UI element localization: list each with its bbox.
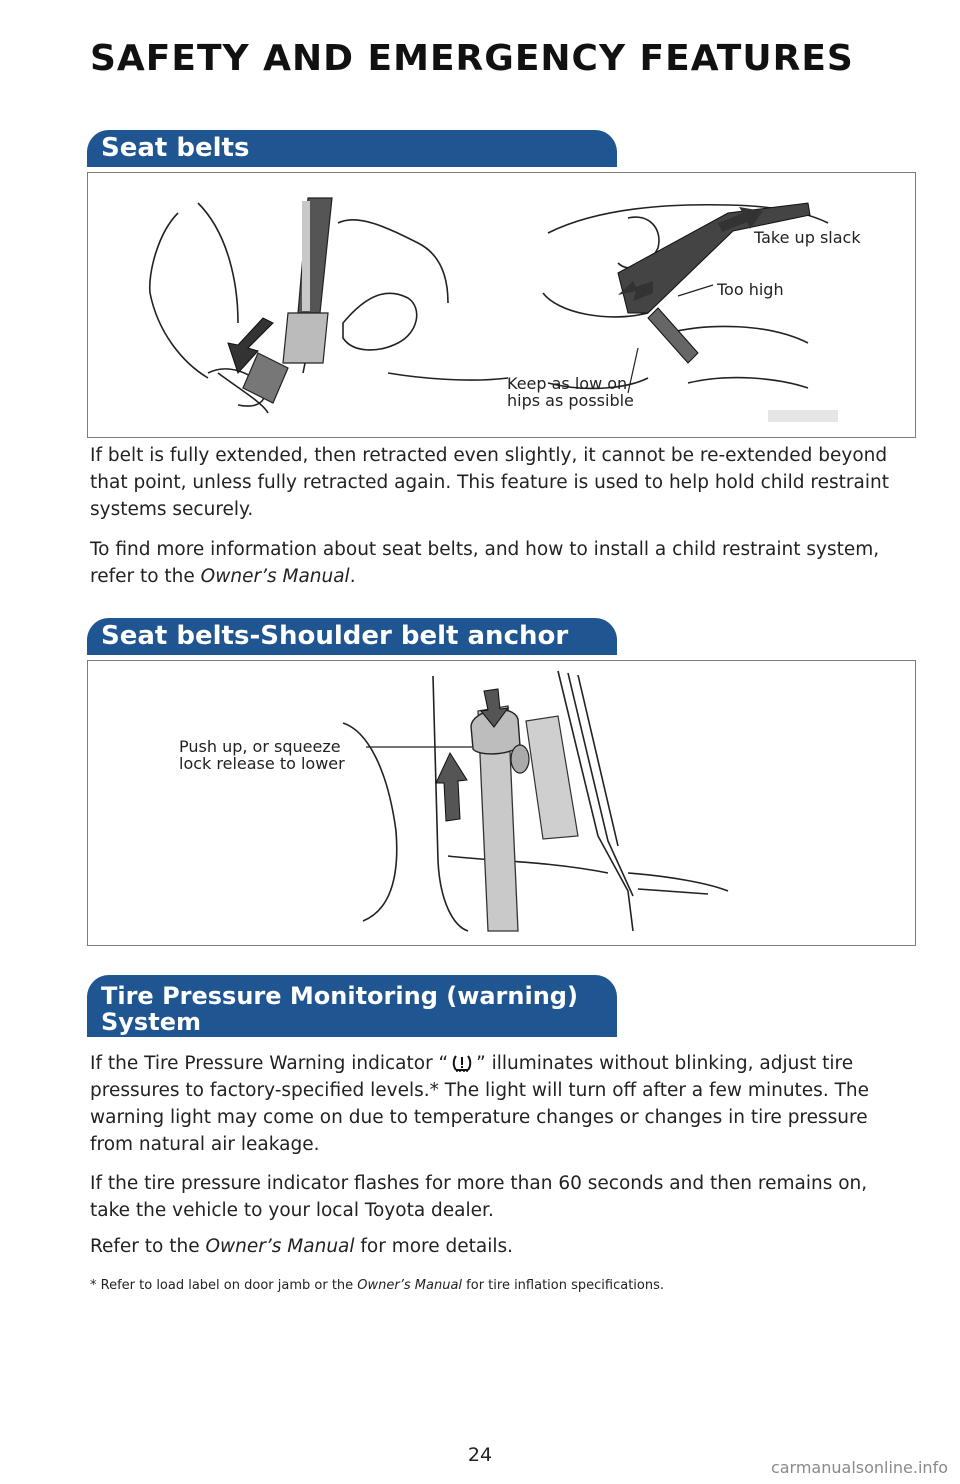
paragraph-text: To find more information about seat belts, and how to install a child restraint system, refer to the bbox=[90, 539, 880, 587]
page-title: SAFETY AND EMERGENCY FEATURES bbox=[90, 38, 854, 79]
seat-belt-paragraph-2 bbox=[90, 536, 900, 590]
tpms-paragraph-3 bbox=[90, 1233, 900, 1260]
shoulder-anchor-illustration bbox=[87, 660, 916, 946]
seat-back-outline bbox=[343, 723, 397, 921]
section-heading-label: Seat belts bbox=[101, 133, 250, 163]
paragraph-text: Refer to the bbox=[90, 1236, 206, 1257]
section-heading-tpms bbox=[87, 975, 617, 1037]
owners-manual-reference: Owner’s Manual bbox=[200, 566, 350, 587]
callout-push-up-squeeze: Push up, or squeeze lock release to lower bbox=[179, 737, 345, 773]
callout-take-up-slack: Take up slack bbox=[754, 228, 861, 247]
footnote-text: * Refer to load label on door jamb or the bbox=[90, 1278, 358, 1293]
section-heading-label-line1: Tire Pressure Monitoring (warning) bbox=[101, 982, 578, 1010]
paragraph-text: ” illuminates without blinking, adjust tire pressures to factory-specified levels.* The light will turn off after a few minutes. The warning light may come on due to temperature changes or changes in tire pressure from natural air leakage. bbox=[90, 1053, 869, 1155]
footnote-text: for tire inflation specifications. bbox=[462, 1278, 665, 1293]
tpms-paragraph-1 bbox=[90, 1050, 900, 1158]
paragraph-text: . bbox=[349, 566, 356, 587]
seat-outline-left bbox=[150, 213, 208, 378]
owners-manual-reference: Owner’s Manual bbox=[205, 1236, 355, 1257]
seat-belt-illustration bbox=[87, 172, 916, 438]
section-heading-seat-belts bbox=[87, 130, 617, 167]
callout-keep-low: Keep as low on hips as possible bbox=[507, 374, 634, 410]
section-heading-shoulder-belt-anchor bbox=[87, 618, 617, 655]
tpms-footnote bbox=[90, 1278, 664, 1293]
paragraph-text: If the Tire Pressure Warning indicator “ bbox=[90, 1053, 449, 1074]
section-heading-label: Seat belts-Shoulder belt anchor bbox=[101, 621, 569, 651]
tpms-paragraph-2: If the tire pressure indicator flashes for more than 60 seconds and then remains on, take the vehicle to your local Toyota dealer. bbox=[90, 1173, 868, 1221]
tire-pressure-warning-icon bbox=[452, 1053, 472, 1073]
paragraph-text: for more details. bbox=[354, 1236, 514, 1257]
owners-manual-reference: Owner’s Manual bbox=[357, 1278, 463, 1293]
page-number: 24 bbox=[467, 1444, 493, 1466]
callout-too-high: Too high bbox=[717, 280, 784, 299]
seat-belt-drawing bbox=[88, 173, 915, 437]
shoulder-anchor-drawing bbox=[88, 661, 915, 945]
seat-belt-paragraph-1: If belt is fully extended, then retracted even slightly, it cannot be re-extended beyond that point, unless fully retracted again. This feature is used to help hold child restraint systems securely. bbox=[90, 445, 889, 520]
watermark: carmanualsonline.info bbox=[770, 1458, 948, 1477]
section-heading-label-line2: System bbox=[101, 1008, 201, 1036]
